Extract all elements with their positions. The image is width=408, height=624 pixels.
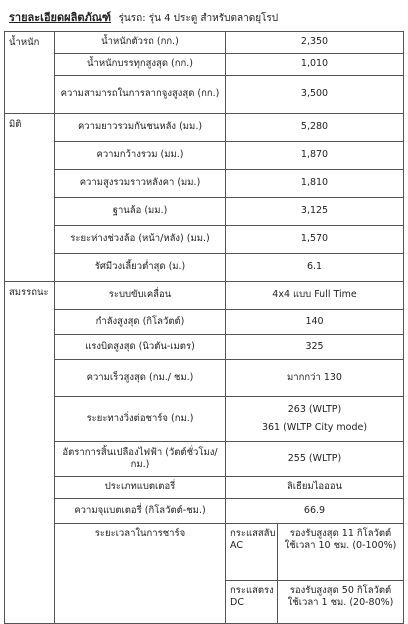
spec-row: [5, 54, 404, 76]
page-subtitle: รุ่นรถ: รุ่น 4 ประตู สำหรับตลาดยุโรป: [118, 13, 279, 24]
spec-value: 1,810: [226, 170, 404, 198]
spec-row: [5, 76, 404, 114]
spec-value: มากกว่า 130: [226, 360, 404, 397]
spec-label: ประเภทแบตเตอรี่: [55, 477, 226, 499]
spec-value: 263 (WLTP): [287, 403, 342, 415]
spec-value: 140: [226, 310, 404, 335]
spec-label: ความยาวรวมกันชนหลัง (มม.): [55, 114, 226, 142]
spec-row: [5, 335, 404, 360]
charging-dc-type: กระแสตรง DC: [226, 581, 278, 624]
spec-value: 3,500: [226, 76, 404, 114]
spec-row: [5, 360, 404, 397]
spec-value: 1,570: [226, 226, 404, 254]
charging-row-ac: [5, 524, 404, 581]
page-header: [9, 8, 278, 26]
spec-label: ความเร็วสูงสุด (กม./ ชม.): [55, 360, 226, 397]
charging-dc-value: [278, 581, 404, 624]
charging-dc-duration: ใช้เวลา 1 ชม. (20-80%): [287, 597, 394, 609]
spec-label: น้ำหนักตัวรถ (กก.): [55, 32, 226, 54]
charging-ac-duration: ใช้เวลา 10 ชม. (0-100%): [284, 540, 397, 552]
spec-value: 361 (WLTP City mode): [261, 422, 368, 433]
charging-time-label: ระยะเวลาในการชาร์จ: [55, 524, 226, 624]
spec-label: ระยะห่างช่วงล้อ (หน้า/หลัง) (มม.): [55, 226, 226, 254]
spec-label: ความกว้างรวม (มม.): [55, 142, 226, 170]
spec-row: [5, 198, 404, 226]
spec-row: [5, 142, 404, 170]
spec-row: [5, 499, 404, 524]
spec-table: [4, 31, 404, 624]
charging-dc-power: รองรับสูงสุด 50 กิโลวัตต์: [289, 585, 392, 596]
spec-value: ลิเธียมไอออน: [226, 477, 404, 499]
spec-value: 66.9: [226, 499, 404, 524]
spec-row: [5, 32, 404, 54]
spec-row: [5, 310, 404, 335]
spec-label: ระยะทางวิ่งต่อชาร์จ (กม.): [55, 397, 226, 442]
spec-row: [5, 442, 404, 477]
spec-label: รัศมีวงเลี้ยวต่ำสุด (ม.): [55, 254, 226, 282]
spec-row: [5, 397, 404, 442]
spec-value: 2,350: [226, 32, 404, 54]
spec-label: อัตราการสิ้นเปลืองไฟฟ้า (วัตต์ชั่วโมง/ กม.): [55, 442, 226, 477]
category-weight: น้ำหนัก: [5, 32, 55, 114]
spec-label: น้ำหนักบรรทุกสูงสุด (กก.): [55, 54, 226, 76]
spec-value: 4x4 แบบ Full Time: [226, 282, 404, 310]
spec-label: แรงบิดสูงสุด (นิวตัน-เมตร): [55, 335, 226, 360]
spec-value: 1,010: [226, 54, 404, 76]
charging-ac-power: รองรับสูงสุด 11 กิโลวัตต์: [289, 528, 392, 539]
spec-value: 5,280: [226, 114, 404, 142]
charging-ac-value: [278, 524, 404, 581]
spec-row: [5, 226, 404, 254]
spec-label: กำลังสูงสุด (กิโลวัตต์): [55, 310, 226, 335]
spec-label: ความสูงรวมราวหลังคา (มม.): [55, 170, 226, 198]
spec-value: 1,870: [226, 142, 404, 170]
category-performance: สมรรถนะ: [5, 282, 55, 624]
category-dimensions: มิติ: [5, 114, 55, 282]
spec-row: [5, 254, 404, 282]
spec-label: ความสามารถในการลากจูงสูงสุด (กก.): [55, 76, 226, 114]
spec-row: [5, 477, 404, 499]
spec-value: 6.1: [226, 254, 404, 282]
spec-label: ความจุแบตเตอรี่ (กิโลวัตต์-ชม.): [55, 499, 226, 524]
spec-value: 325: [226, 335, 404, 360]
spec-row: [5, 114, 404, 142]
spec-value: 3,125: [226, 198, 404, 226]
spec-row: [5, 170, 404, 198]
spec-value-group: [226, 397, 404, 442]
spec-label: ระบบขับเคลื่อน: [55, 282, 226, 310]
charging-ac-type: กระแสสลับ AC: [226, 524, 278, 581]
page-title: รายละเอียดผลิตภัณฑ์: [9, 11, 112, 24]
spec-label: ฐานล้อ (มม.): [55, 198, 226, 226]
spec-value: 255 (WLTP): [226, 442, 404, 477]
spec-row: [5, 282, 404, 310]
